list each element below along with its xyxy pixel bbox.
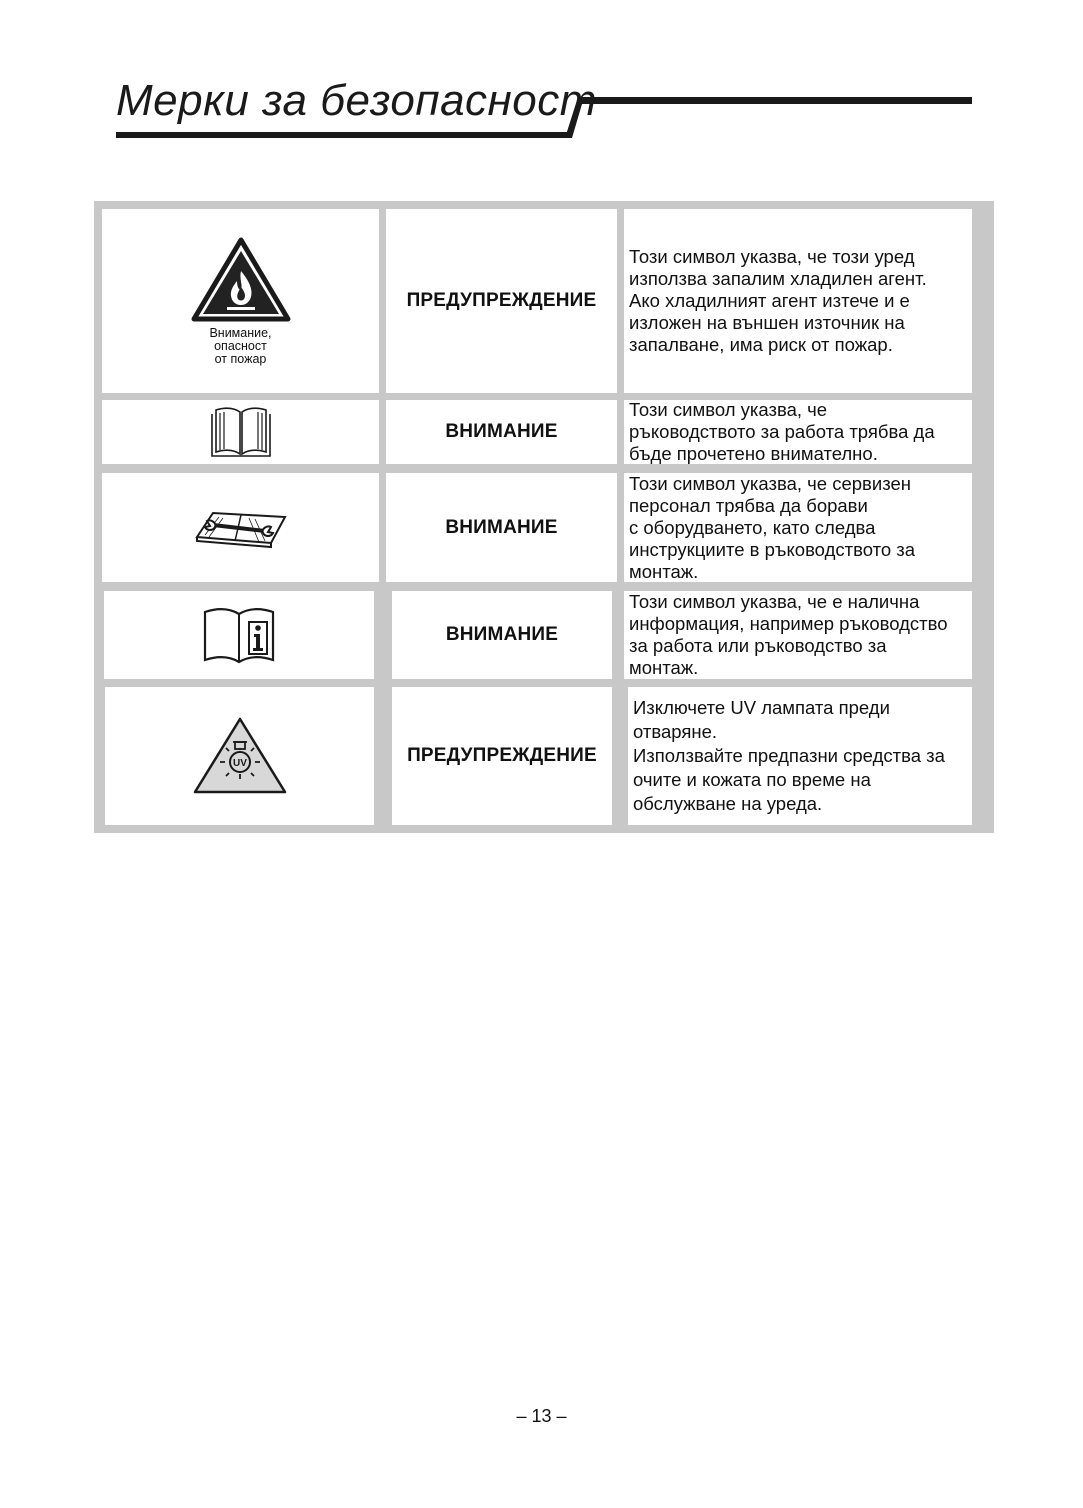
description-text: Този символ указва, че е налична информация, например ръководство за работа или ръководство за монтаж. <box>629 591 948 678</box>
table-row-4-description <box>624 591 972 679</box>
table-row-3-description <box>624 473 972 582</box>
safety-symbols-table <box>94 201 994 833</box>
table-row-1-icon-cell <box>102 209 379 393</box>
open-book-icon <box>206 404 276 460</box>
table-row-1-label: ПРЕДУПРЕЖДЕНИЕ <box>386 209 617 393</box>
description-text: Изключете UV лампата преди отваряне. Използвайте предпазни средства за очите и кожата по време на обслужване на уреда. <box>633 697 945 814</box>
description-text: Този символ указва, че този уред използва запалим хладилен агент. Ако хладилният агент изтече и е изложен на външен източник на запалване, има риск от пожар. <box>629 246 927 355</box>
table-row-3-icon-cell <box>102 473 379 582</box>
book-wrench-icon <box>193 507 289 549</box>
page-title: Мерки за безопасност <box>116 76 597 125</box>
table-row-1-description <box>624 209 972 393</box>
table-row-4-label: ВНИМАНИЕ <box>392 591 612 679</box>
table-row-5-label: ПРЕДУПРЕЖДЕНИЕ <box>392 687 612 825</box>
book-info-icon <box>201 606 277 664</box>
table-row-2-description <box>624 400 972 464</box>
title-underline <box>0 0 1083 150</box>
flame-warning-triangle-icon <box>191 237 291 323</box>
table-row-4-icon-cell <box>104 591 374 679</box>
table-row-2-icon-cell <box>102 400 379 464</box>
uv-warning-triangle-icon <box>192 716 288 796</box>
page-number: – 13 – <box>516 1406 567 1426</box>
fire-hazard-caption: Внимание, опасност от пожар <box>209 325 272 366</box>
table-row-5-description <box>628 687 972 825</box>
table-row-5-icon-cell <box>105 687 374 825</box>
table-row-3-label: ВНИМАНИЕ <box>386 473 617 582</box>
description-text: Този символ указва, че сервизен персонал трябва да борави с оборудването, като следва инструкциите в ръководството за монтаж. <box>629 472 916 582</box>
table-row-2-label: ВНИМАНИЕ <box>386 400 617 464</box>
description-text: Този символ указва, че ръководството за работа трябва да бъде прочетено внимателно. <box>629 399 935 464</box>
svg-text:UV: UV <box>232 758 247 769</box>
